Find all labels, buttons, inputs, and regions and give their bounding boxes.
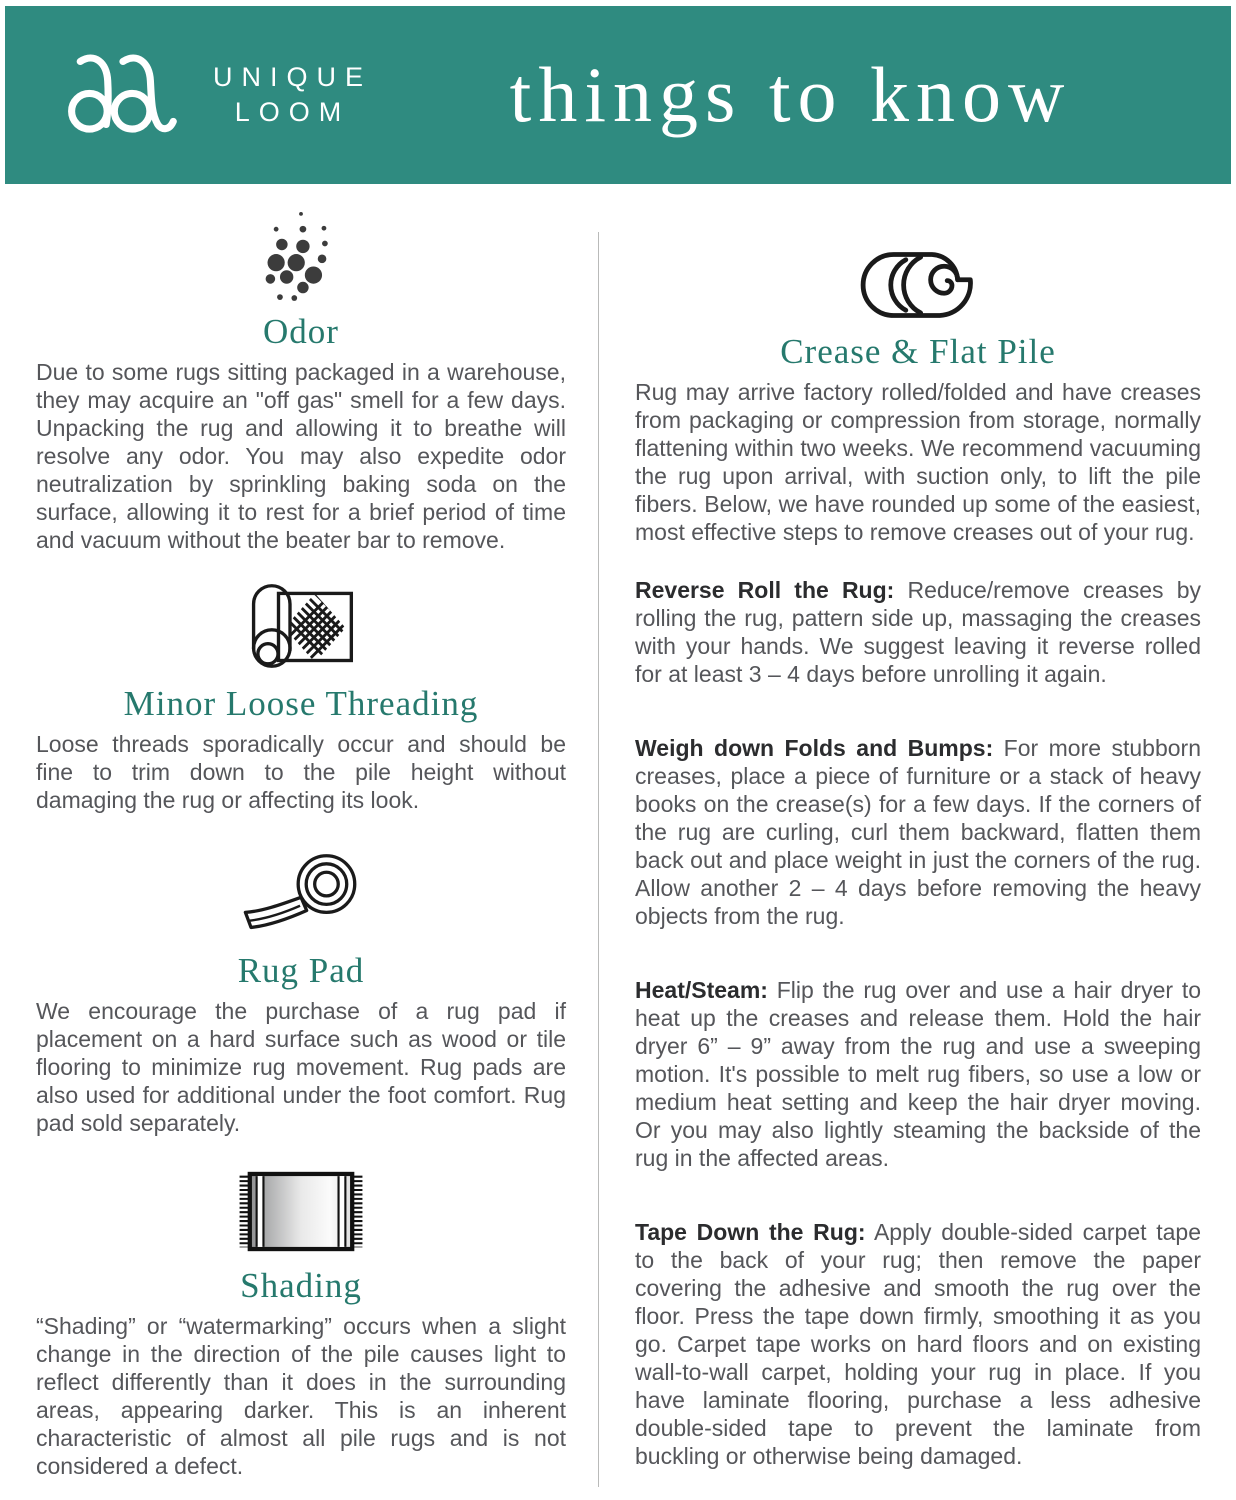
section-title: Shading xyxy=(240,1266,362,1305)
rug-pad-roll-icon xyxy=(235,846,367,941)
tip-label: Weigh down Folds and Bumps: xyxy=(635,735,994,761)
tip-reverse-roll xyxy=(635,576,1201,688)
section-odor xyxy=(36,208,566,554)
odor-particles-icon xyxy=(257,208,345,302)
page-title: things to know xyxy=(509,51,1072,138)
column-divider xyxy=(598,232,599,1487)
section-body: Due to some rugs sitting packaged in a warehouse, they may acquire an "off gas" smell for a few days. Unpacking the rug and allowing it to breathe will resolve any odor. You may also expedite odor neutralization by sprinkling baking soda on the surface, allowing it to rest for a brief period of time and vacuum without the beater bar to remove. xyxy=(36,359,566,553)
tip-heat-steam xyxy=(635,976,1201,1172)
tip-label: Reverse Roll the Rug: xyxy=(635,577,895,603)
section-minor-loose-threading xyxy=(36,578,566,814)
unique-loom-logo-icon xyxy=(65,45,187,145)
brand-name xyxy=(213,60,372,130)
section-body: “Shading” or “watermarking” occurs when a slight change in the direction of the pile causes light to reflect differently than it does in the surrounding areas, appearing darker. This is an inherent characteristic of almost all pile rugs and is not considered a defect. xyxy=(36,1313,566,1479)
section-title: Minor Loose Threading xyxy=(123,684,479,723)
section-rug-pad xyxy=(36,846,566,1137)
section-body: Rug may arrive factory rolled/folded and have creases from packaging or compression from storage, normally flattening within two weeks. We recommend vacuuming the rug upon arrival, with suction only, to lift the pile fibers. Below, we have rounded up some of the easiest, most effective steps to remove creases out of your rug. xyxy=(635,379,1201,545)
tip-body: Flip the rug over and use a hair dryer to heat up the creases and release them. Hold the hair dryer 6” – 9” away from the rug and use a sweeping motion. It's possible to melt rug fibers, so use a low or medium heat setting and keep the hair dryer moving. Or you may also lightly steaming the backside of the rug in the affected areas. xyxy=(635,977,1201,1171)
tip-body: For more stubborn creases, place a piece of furniture or a stack of heavy books on the crease(s) for a few days. If the corners of the rug are curling, curl them backward, flatten them back out and place weight in just the corners of the rug. Allow another 2 – 4 days before removing the heavy objects from the rug. xyxy=(635,735,1201,929)
tip-label: Heat/Steam: xyxy=(635,977,768,1003)
section-shading xyxy=(36,1167,566,1480)
brand-line-2: LOOM xyxy=(234,97,351,127)
rolled-rug-threads-icon xyxy=(244,578,359,674)
section-title: Rug Pad xyxy=(237,951,365,990)
left-column xyxy=(36,184,566,1500)
section-title: Odor xyxy=(263,312,339,351)
content xyxy=(0,184,1236,1500)
tip-body: Reduce/remove creases by rolling the rug, pattern side up, massaging the creases with your hands. We suggest leaving it reverse rolled for at least 3 – 4 days before unrolling it again. xyxy=(635,577,1202,687)
rolled-rug-side-icon xyxy=(857,248,979,322)
tip-tape-down xyxy=(635,1218,1201,1470)
brand xyxy=(65,45,372,145)
tip-label: Tape Down the Rug: xyxy=(635,1219,866,1245)
section-body: Loose threads sporadically occur and should be fine to trim down to the pile height without damaging the rug or affecting its look. xyxy=(36,731,566,813)
tip-weigh-down xyxy=(635,734,1201,930)
section-body: We encourage the purchase of a rug pad if placement on a hard surface such as wood or tile flooring to minimize rug movement. Rug pads are also used for additional under the foot comfort. Rug pad sold separately. xyxy=(36,998,566,1136)
right-column xyxy=(635,184,1201,1500)
section-title: Crease & Flat Pile xyxy=(780,332,1056,371)
brand-line-1: UNIQUE xyxy=(213,61,373,92)
tip-body: Apply double-sided carpet tape to the back of your rug; then remove the paper covering the adhesive and smooth the rug over the floor. Press the tape down firmly, smoothing it as you go. Carpet tape works on hard floors and on existing wall-to-wall carpet, holding your rug in place. If you have laminate flooring, purchase a less adhesive double-sided tape to prevent the laminate from buckling or otherwise being damaged. xyxy=(635,1219,1201,1469)
page-header xyxy=(5,6,1231,184)
crease-removal-tips xyxy=(635,576,1201,1470)
rug-shading-icon xyxy=(237,1167,365,1256)
section-crease-flat-pile xyxy=(635,248,1201,546)
